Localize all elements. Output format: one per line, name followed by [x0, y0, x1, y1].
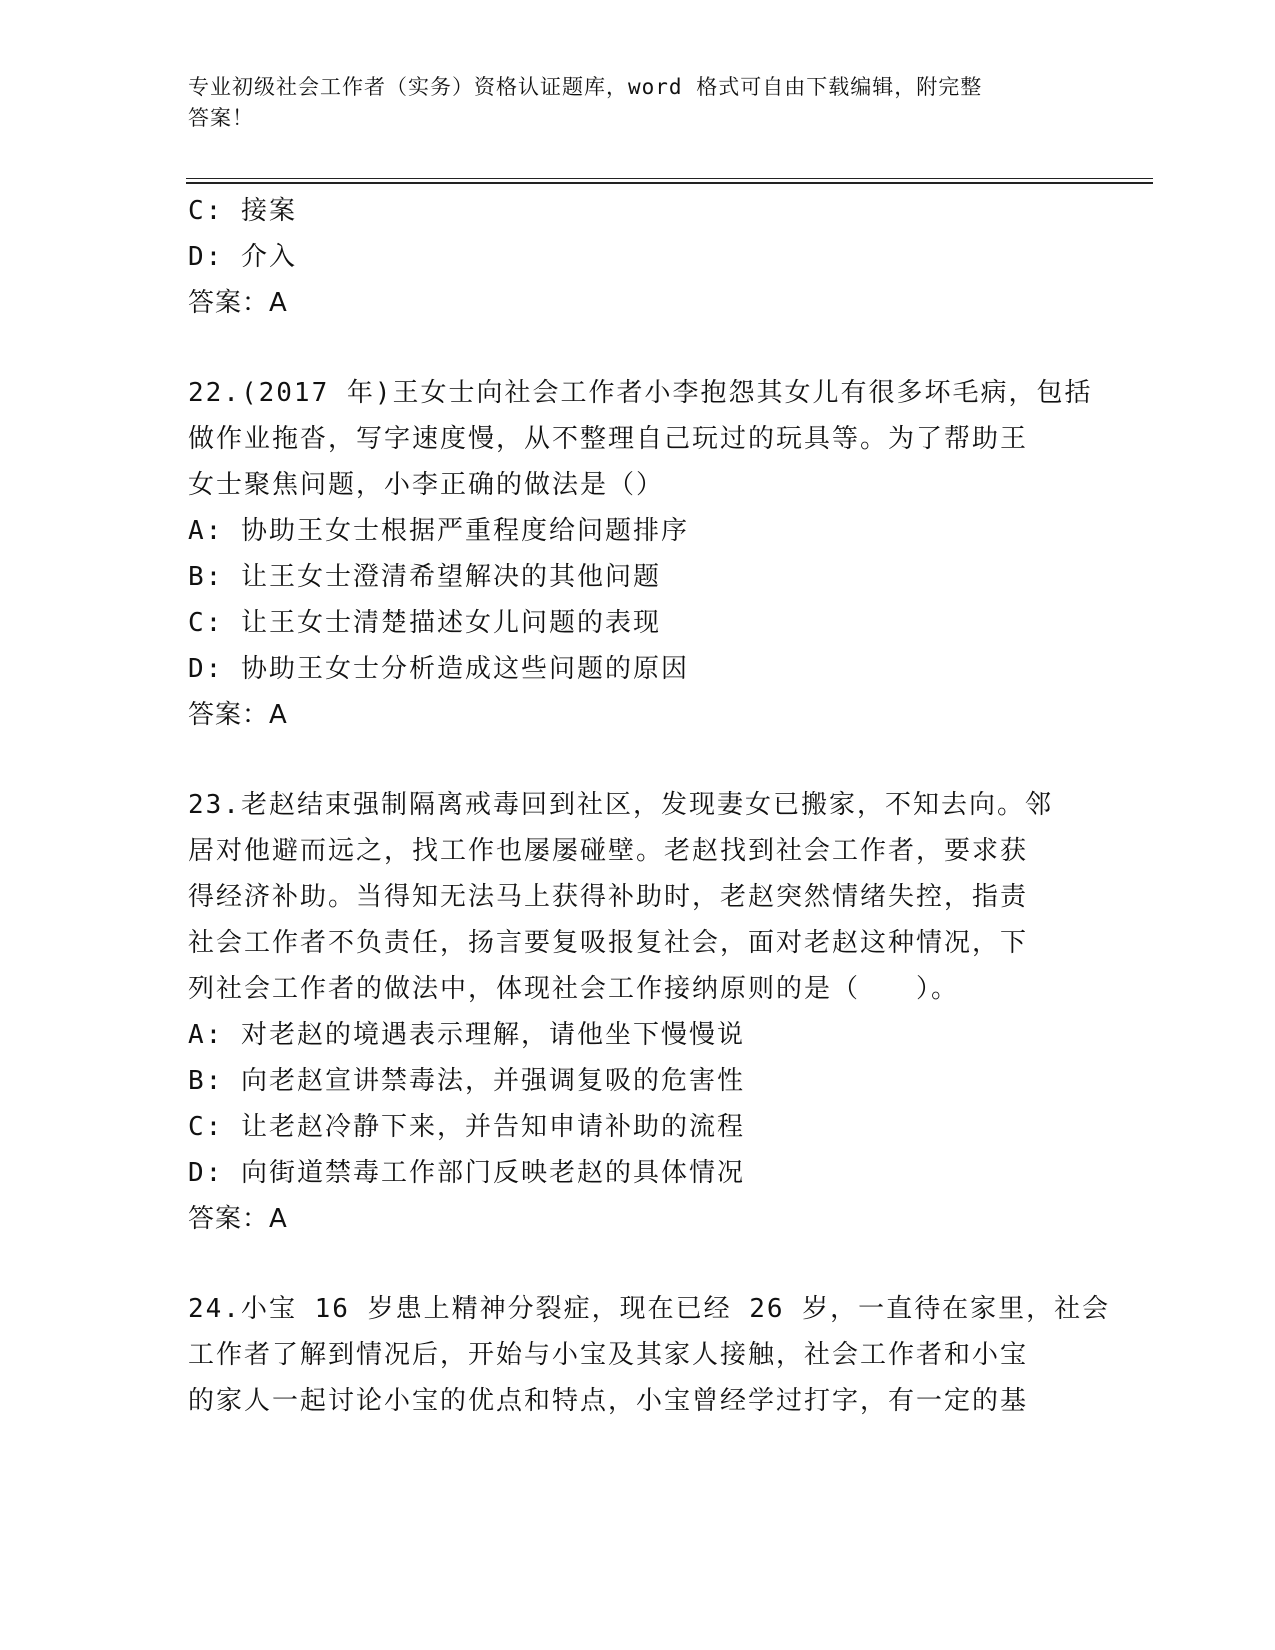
question-stem-line: 居对他避而远之，找工作也屡屡碰壁。老赵找到社会工作者，要求获 — [188, 836, 1029, 866]
question-stem-line: 工作者了解到情况后，开始与小宝及其家人接触，社会工作者和小宝 — [188, 1340, 1029, 1370]
question-21-tail — [188, 188, 1088, 326]
option-d: D: 向街道禁毒工作部门反映老赵的具体情况 — [188, 1158, 745, 1188]
question-stem-line: 列社会工作者的做法中，体现社会工作接纳原则的是（ ）。 — [188, 974, 960, 1004]
answer-line: 答案：A — [188, 288, 288, 318]
question-stem-line: 23.老赵结束强制隔离戒毒回到社区，发现妻女已搬家，不知去向。邻 — [188, 790, 1053, 820]
header-line-2: 答案！ — [188, 106, 254, 130]
question-stem-line: 女士聚焦问题，小李正确的做法是（） — [188, 470, 665, 500]
question-stem-line: 社会工作者不负责任，扬言要复吸报复社会，面对老赵这种情况，下 — [188, 928, 1029, 958]
spacer — [188, 1242, 1088, 1286]
option-c: C: 让老赵冷静下来，并告知申请补助的流程 — [188, 1112, 745, 1142]
question-22 — [188, 370, 1093, 738]
header-divider-top — [186, 178, 1153, 179]
question-stem-line: 22.(2017 年)王女士向社会工作者小李抱怨其女儿有很多坏毛病，包括 — [188, 378, 1093, 408]
answer-line: 答案：A — [188, 1204, 288, 1234]
option-d: D: 协助王女士分析造成这些问题的原因 — [188, 654, 689, 684]
option-b: B: 让王女士澄清希望解决的其他问题 — [188, 562, 661, 592]
question-stem-line: 得经济补助。当得知无法马上获得补助时，老赵突然情绪失控，指责 — [188, 882, 1029, 912]
question-24 — [188, 1286, 1111, 1424]
header-divider-bottom — [186, 182, 1153, 184]
question-stem-line: 24.小宝 16 岁患上精神分裂症，现在已经 26 岁，一直待在家里，社会 — [188, 1294, 1111, 1324]
option-a: A: 对老赵的境遇表示理解，请他坐下慢慢说 — [188, 1020, 745, 1050]
spacer — [188, 326, 1088, 370]
header-line-1: 专业初级社会工作者（实务）资格认证题库，word 格式可自由下载编辑，附完整 — [188, 75, 983, 99]
question-stem-line: 做作业拖沓，写字速度慢，从不整理自己玩过的玩具等。为了帮助王 — [188, 424, 1029, 454]
option-c: C: 接案 — [188, 196, 297, 226]
question-stem-line: 的家人一起讨论小宝的优点和特点，小宝曾经学过打字，有一定的基 — [188, 1386, 1029, 1416]
answer-line: 答案：A — [188, 700, 288, 730]
question-23 — [188, 782, 1088, 1242]
option-b: B: 向老赵宣讲禁毒法，并强调复吸的危害性 — [188, 1066, 745, 1096]
page-header — [188, 72, 1068, 134]
option-d: D: 介入 — [188, 242, 297, 272]
option-c: C: 让王女士清楚描述女儿问题的表现 — [188, 608, 661, 638]
question-content — [188, 188, 1111, 1424]
option-a: A: 协助王女士根据严重程度给问题排序 — [188, 516, 689, 546]
spacer — [188, 738, 1088, 782]
